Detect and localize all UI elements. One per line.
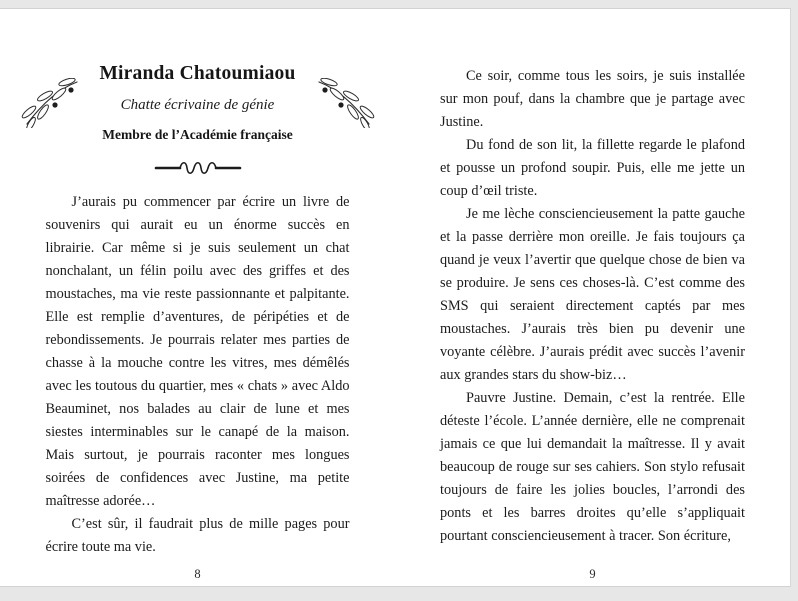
right-page-body <box>440 9 745 548</box>
author-affiliation: Membre de l’Académie française <box>102 127 293 142</box>
paragraph: Du fond de son lit, la fillette regarde le plafond et pousse un profond soupir. Puis, elle me jette un coup d’œil triste. <box>440 137 745 199</box>
paragraph: C’est sûr, il faudrait plus de mille pages pour écrire toute ma vie. <box>45 516 350 555</box>
olive-branch-left-icon <box>21 78 79 128</box>
paragraph: J’aurais pu commencer par écrire un livre de souvenirs qui aurait eu un énorme succès en librairie. Car même si je suis seulement un chat nonchalant, un félin poilu avec des griffes et des moustaches, ma vie reste passionnante et palpitante. Elle est remplie d’aventures, de péripéties et de rebondissements. Je pourrais relater mes parties de chasse à la mouche contre les vitres, mes démêlés avec les toutous du quartier, mes « chats » avec Aldo Beauminet, nos balades au clair de lune et mes siestes interminables sur le canapé de la maison. Mais surtout, je pourrais raconter mes longues soirées de confidences avec Justine, ma petite maîtresse adorée… <box>45 194 350 509</box>
chapter-header <box>0 63 395 143</box>
paragraph: Ce soir, comme tous les soirs, je suis installée sur mon pouf, dans la chambre que je partage avec Justine. <box>440 68 745 130</box>
olive-branch-right-icon <box>317 78 375 128</box>
right-page <box>395 9 790 586</box>
paragraph: Je me lèche consciencieusement la patte gauche et la passe derrière mon oreille. Je fais toujours ça quand je veux l’avertir que quelque chose de bien va se produire. Je sens ces choses-là. C’est comme des SMS qui seraient directement captés par mes moustaches. J’aurais très bien pu devenir une voyante célèbre. J’aurais prédit avec succès l’avenir aux grandes stars du show-biz… <box>440 206 745 383</box>
paragraph: Pauvre Justine. Demain, c’est la rentrée. Elle déteste l’école. L’année dernière, elle ne comprenait jamais ce que lui demandait la maîtresse. Il y avait beaucoup de rouge sur ses cahiers. Son stylo refusait toujours de faire les jolies boucles, l’arrondi des ponts et les barres droites qu’elle s’appliquait pourtant consciencieusement à tracer. Son écriture, <box>440 390 745 544</box>
author-title: Miranda Chatoumiaou <box>99 63 296 84</box>
page-spread <box>0 8 791 587</box>
author-subtitle: Chatte écrivaine de génie <box>120 97 275 113</box>
left-page <box>0 9 395 586</box>
left-page-body <box>46 191 350 559</box>
ornament-divider-icon <box>152 159 244 177</box>
right-page-number: 9 <box>589 567 596 581</box>
chapter-header-text <box>93 63 303 143</box>
left-page-number: 8 <box>194 567 201 581</box>
